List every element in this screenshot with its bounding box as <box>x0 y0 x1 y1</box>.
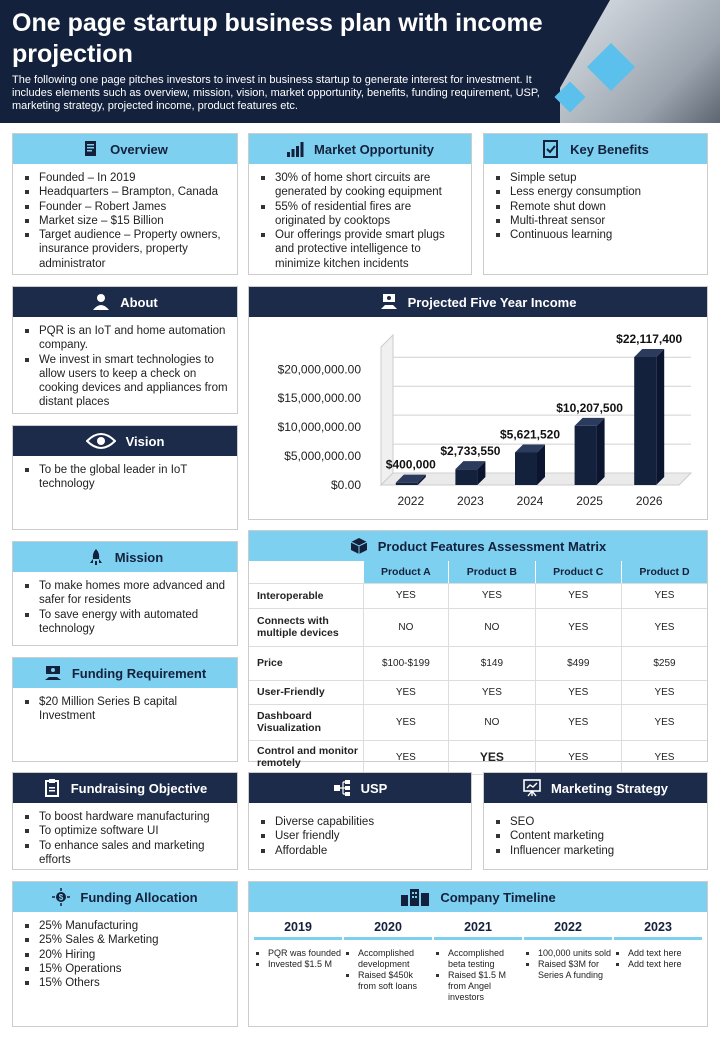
fundraising-list <box>13 803 237 873</box>
list-item: User friendly <box>255 829 463 843</box>
allocation-title: Funding Allocation <box>80 889 198 905</box>
person-icon <box>92 293 110 311</box>
column-header: Product C <box>535 561 621 583</box>
table-cell: YES <box>363 704 449 740</box>
table-cell: YES <box>449 583 535 608</box>
vision-card <box>12 425 238 530</box>
timeline-year: 2022 <box>524 920 612 940</box>
list-item: Accomplished beta testing <box>434 948 522 970</box>
table-cell: $499 <box>535 646 621 680</box>
eye-icon <box>86 432 116 450</box>
timeline-header <box>249 882 707 912</box>
money-hand-icon <box>380 293 398 311</box>
header-banner <box>0 0 720 123</box>
data-label: $5,621,520 <box>499 427 561 442</box>
funding-header <box>13 658 237 688</box>
presentation-icon <box>523 779 541 797</box>
list-item: Continuous learning <box>490 228 699 242</box>
list-item: Founder – Robert James <box>19 200 229 214</box>
usp-title: USP <box>360 780 388 796</box>
table-cell: YES <box>621 704 707 740</box>
benefits-list <box>484 164 707 248</box>
bar <box>396 483 418 485</box>
timeline-list <box>524 948 612 981</box>
timeline-column <box>344 920 432 1003</box>
buildings-icon <box>400 888 430 906</box>
list-item: To optimize software UI <box>19 824 229 838</box>
usp-header <box>249 773 471 803</box>
table-cell: YES <box>535 680 621 704</box>
timeline-year: 2021 <box>434 920 522 940</box>
table-cell: YES <box>449 680 535 704</box>
list-item: 100,000 units sold <box>524 948 612 959</box>
table-cell: NO <box>449 608 535 646</box>
list-item: Affordable <box>255 844 463 858</box>
timeline-list <box>254 948 342 970</box>
vision-title: Vision <box>125 433 165 449</box>
fundraising-card <box>12 772 238 870</box>
column-header: Product D <box>621 561 707 583</box>
table-cell: YES <box>449 740 535 774</box>
list-item: 25% Manufacturing <box>19 919 229 933</box>
row-label: Interoperable <box>249 583 363 608</box>
list-item: PQR is an IoT and home automation company. <box>19 324 229 353</box>
funding-list <box>13 688 237 730</box>
list-item: Content marketing <box>490 829 699 843</box>
table-row <box>249 740 707 774</box>
overview-title: Overview <box>110 141 168 157</box>
overview-list <box>13 164 237 277</box>
table-cell: YES <box>535 740 621 774</box>
income-chart <box>249 317 707 519</box>
list-item: PQR was founded <box>254 948 342 959</box>
allocation-list <box>13 912 237 996</box>
allocation-header <box>13 882 237 912</box>
mission-card <box>12 541 238 646</box>
bar <box>634 357 656 485</box>
y-tick-label: $15,000,000.00 <box>277 391 361 406</box>
bar-chart-icon <box>286 140 304 158</box>
table-row <box>249 608 707 646</box>
column-header: Product A <box>363 561 449 583</box>
marketing-list <box>484 803 707 864</box>
list-item: Influencer marketing <box>490 844 699 858</box>
list-item: To save energy with automated technology <box>19 608 229 637</box>
row-label: Connects with multiple devices <box>249 608 363 646</box>
list-item: Multi-threat sensor <box>490 214 699 228</box>
about-list <box>13 317 237 416</box>
table-row <box>249 646 707 680</box>
market-card <box>248 133 472 275</box>
benefits-title: Key Benefits <box>570 141 649 157</box>
table-cell: YES <box>621 740 707 774</box>
svg-text:$: $ <box>59 893 64 902</box>
x-tick-label: 2025 <box>576 494 603 508</box>
table-cell: YES <box>363 583 449 608</box>
table-cell: YES <box>621 680 707 704</box>
list-item: $20 Million Series B capital Investment <box>19 695 229 724</box>
bar <box>575 426 597 485</box>
money-hand-icon <box>44 664 62 682</box>
clipboard-icon <box>43 779 61 797</box>
matrix-card <box>248 530 708 769</box>
list-item: To be the global leader in IoT technology <box>19 463 229 492</box>
x-tick-label: 2026 <box>635 494 663 508</box>
list-item: Founded – In 2019 <box>19 171 229 185</box>
table-row <box>249 680 707 704</box>
table-cell: NO <box>449 704 535 740</box>
list-item: To boost hardware manufacturing <box>19 810 229 824</box>
y-tick-label: $5,000,000.00 <box>284 449 361 464</box>
list-item: 55% of residential fires are originated by cooktops <box>255 200 463 229</box>
bar <box>455 469 477 485</box>
list-item: Add text here <box>614 948 702 959</box>
income-header <box>249 287 707 317</box>
table-cell: $259 <box>621 646 707 680</box>
table-cell: $100-$199 <box>363 646 449 680</box>
bar-side <box>597 418 605 485</box>
data-label: $2,733,550 <box>440 444 501 459</box>
row-label: Control and monitor remotely <box>249 740 363 774</box>
x-tick-label: 2024 <box>516 494 544 508</box>
vision-header <box>13 426 237 456</box>
marketing-header <box>484 773 707 803</box>
list-item: 15% Operations <box>19 962 229 976</box>
page-subtitle: The following one page pitches investors to invest in business startup to generate interest for investment. It includes elements such as overview, mission, vision, market opportunity, benefits, funding requirement, USP, marketing strategy, projected income, product features etc. <box>12 74 540 112</box>
market-title: Market Opportunity <box>314 141 434 157</box>
list-item: 30% of home short circuits are generated by cooking equipment <box>255 171 463 200</box>
list-item: Raised $450k from soft loans <box>344 970 432 992</box>
y-tick-label: $20,000,000.00 <box>277 362 361 377</box>
x-tick-label: 2023 <box>457 494 484 508</box>
row-label: User-Friendly <box>249 680 363 704</box>
funding-title: Funding Requirement <box>71 665 207 681</box>
overview-header <box>13 134 237 164</box>
timeline-column <box>434 920 522 1003</box>
table-row <box>249 704 707 740</box>
timeline-card <box>248 881 708 1027</box>
page-title: One page startup business plan with income projection <box>12 9 543 68</box>
list-item: Market size – $15 Billion <box>19 214 229 228</box>
income-card <box>248 286 708 520</box>
table-cell: NO <box>363 608 449 646</box>
timeline-row <box>249 912 707 1003</box>
timeline-year: 2023 <box>614 920 702 940</box>
list-item: Raised $3M for Series A funding <box>524 959 612 981</box>
matrix-title: Product Features Assessment Matrix <box>377 538 607 554</box>
list-item: SEO <box>490 815 699 829</box>
vision-list <box>13 456 237 498</box>
column-header: Product B <box>449 561 535 583</box>
dollar-network-icon <box>52 888 70 906</box>
table-cell: $149 <box>449 646 535 680</box>
list-item: Add text here <box>614 959 702 970</box>
market-header <box>249 134 471 164</box>
mission-header <box>13 542 237 572</box>
box-icon <box>350 537 368 555</box>
mission-list <box>13 572 237 642</box>
income-title: Projected Five Year Income <box>407 294 577 310</box>
marketing-title: Marketing Strategy <box>550 780 669 796</box>
list-item: 20% Hiring <box>19 948 229 962</box>
bar-side <box>656 349 664 485</box>
list-item: Headquarters – Brampton, Canada <box>19 185 229 199</box>
about-card <box>12 286 238 414</box>
bar <box>515 452 537 485</box>
timeline-year: 2019 <box>254 920 342 940</box>
list-item: Our offerings provide smart plugs and protective intelligence to minimize kitchen incidents <box>255 228 463 271</box>
corner-cell <box>249 561 363 583</box>
timeline-list <box>614 948 702 970</box>
data-label: $400,000 <box>385 457 436 472</box>
timeline-list <box>434 948 522 1003</box>
row-label: Price <box>249 646 363 680</box>
usp-list <box>249 803 471 864</box>
market-list <box>249 164 471 277</box>
timeline-column <box>254 920 342 1003</box>
fundraising-title: Fundraising Objective <box>70 780 208 796</box>
list-item: Target audience – Property owners, insurance providers, property administrator <box>19 228 229 271</box>
matrix-header <box>249 531 707 561</box>
about-header <box>13 287 237 317</box>
list-item: We invest in smart technologies to allow users to keep a check on cooking devices and appliances from distant places <box>19 353 229 410</box>
network-icon <box>333 779 351 797</box>
table-cell: YES <box>535 583 621 608</box>
table-header-row <box>249 561 707 583</box>
document-icon <box>82 140 100 158</box>
benefits-header <box>484 134 707 164</box>
list-item: To make homes more advanced and safer for residents <box>19 579 229 608</box>
checklist-icon <box>542 140 560 158</box>
funding-card <box>12 657 238 762</box>
timeline-column <box>524 920 612 1003</box>
table-cell: YES <box>621 583 707 608</box>
table-row <box>249 583 707 608</box>
allocation-card <box>12 881 238 1027</box>
list-item: Remote shut down <box>490 200 699 214</box>
data-label: $10,207,500 <box>556 400 623 415</box>
table-cell: YES <box>535 608 621 646</box>
mission-title: Mission <box>114 549 164 565</box>
list-item: To enhance sales and marketing efforts <box>19 839 229 868</box>
timeline-list <box>344 948 432 992</box>
usp-card <box>248 772 472 870</box>
data-label: $22,117,400 <box>616 332 683 346</box>
feature-matrix-table <box>249 561 707 775</box>
table-cell: YES <box>363 680 449 704</box>
benefits-card <box>483 133 708 275</box>
y-tick-label: $0.00 <box>330 478 361 492</box>
y-tick-label: $10,000,000.00 <box>277 420 361 435</box>
timeline-title: Company Timeline <box>440 889 556 905</box>
table-cell: YES <box>535 704 621 740</box>
list-item: 15% Others <box>19 976 229 990</box>
list-item: Raised $1.5 M from Angel investors <box>434 970 522 1003</box>
table-cell: YES <box>363 740 449 774</box>
fundraising-header <box>13 773 237 803</box>
list-item: 25% Sales & Marketing <box>19 933 229 947</box>
overview-card <box>12 133 238 275</box>
list-item: Invested $1.5 M <box>254 959 342 970</box>
about-title: About <box>120 294 158 310</box>
row-label: Dashboard Visualization <box>249 704 363 740</box>
marketing-card <box>483 772 708 870</box>
list-item: Less energy consumption <box>490 185 699 199</box>
table-cell: YES <box>621 608 707 646</box>
list-item: Diverse capabilities <box>255 815 463 829</box>
x-tick-label: 2022 <box>397 494 425 508</box>
timeline-year: 2020 <box>344 920 432 940</box>
list-item: Simple setup <box>490 171 699 185</box>
timeline-column <box>614 920 702 1003</box>
list-item: Accomplished development <box>344 948 432 970</box>
rocket-icon <box>87 548 105 566</box>
